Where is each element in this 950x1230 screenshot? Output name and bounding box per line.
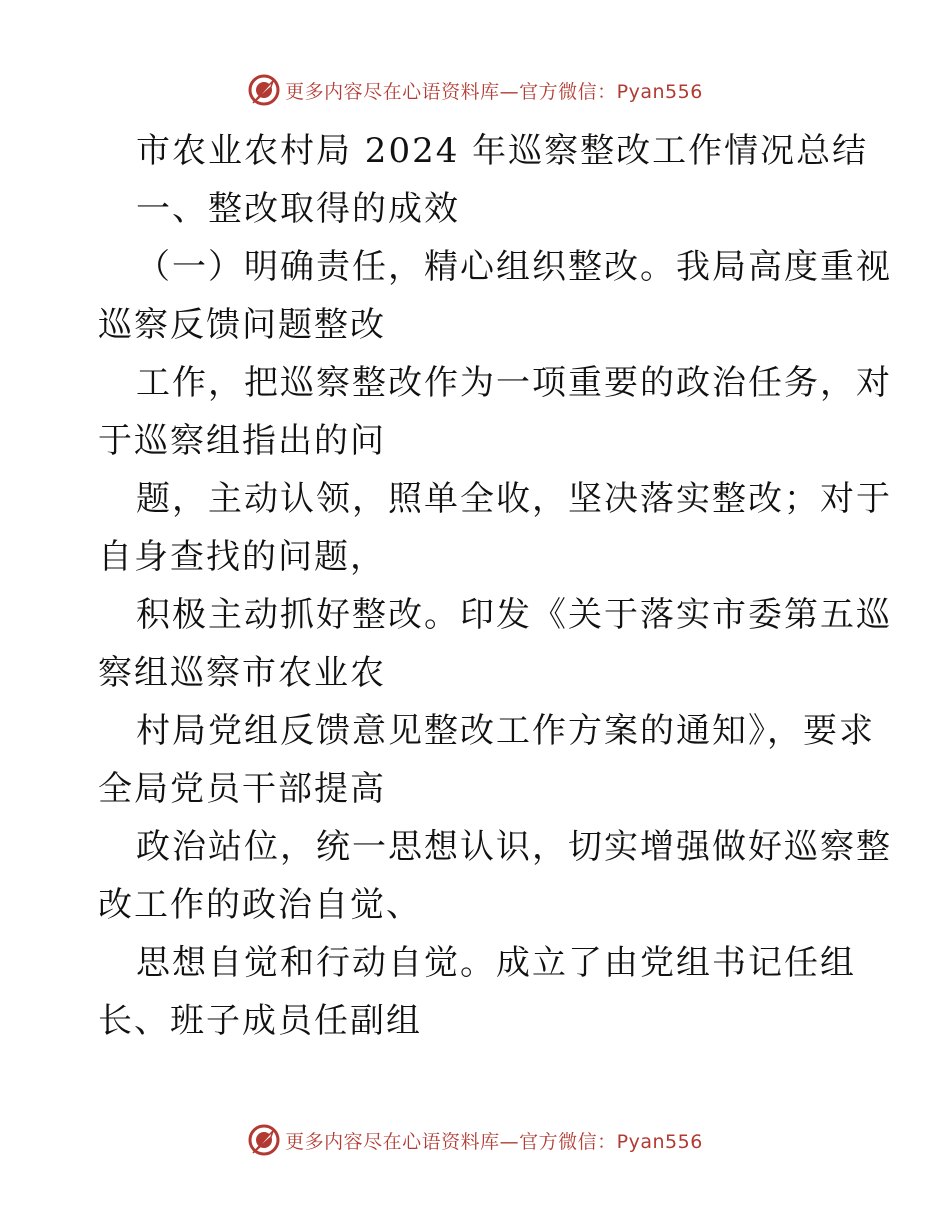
paragraph-line: 巡察反馈问题整改 (98, 305, 386, 345)
footer-banner-text: 更多内容尽在心语资料库—官方微信：Pyan556 (285, 1130, 703, 1153)
paragraph-line: 自身查找的问题， (98, 537, 386, 577)
paragraph-line: 村局党组反馈意见整改工作方案的通知》，要求 (136, 711, 875, 751)
paragraph-line: 长、班子成员任副组 (98, 1001, 422, 1041)
paragraph-line: 于巡察组指出的问 (98, 421, 386, 461)
paragraph-line: 政治站位，统一思想认识，切实增强做好巡察整 (136, 827, 892, 867)
paragraph-line: 改工作的政治自觉、 (98, 885, 422, 925)
document-body (98, 122, 892, 1050)
section-heading: 一、整改取得的成效 (136, 189, 460, 229)
paragraph-line: 思想自觉和行动自觉。成立了由党组书记任组 (136, 943, 856, 983)
paragraph-line: 工作，把巡察整改作为一项重要的政治任务，对 (136, 363, 892, 403)
quill-seal-icon (247, 73, 281, 107)
paragraph-line: 积极主动抓好整改。印发《关于落实市委第五巡 (136, 595, 892, 635)
paragraph-line: （一）明确责任，精心组织整改。我局高度重视 (136, 247, 892, 287)
document-title: 市农业农村局 2024 年巡察整改工作情况总结 (136, 131, 869, 171)
paragraph-line: 全局党员干部提高 (98, 769, 386, 809)
footer-banner (0, 1120, 950, 1160)
header-banner (0, 70, 950, 110)
paragraph-line: 察组巡察市农业农 (98, 653, 386, 693)
paragraph-line: 题，主动认领，照单全收，坚决落实整改；对于 (136, 479, 892, 519)
header-banner-text: 更多内容尽在心语资料库—官方微信：Pyan556 (285, 80, 703, 103)
quill-seal-icon (247, 1123, 281, 1157)
